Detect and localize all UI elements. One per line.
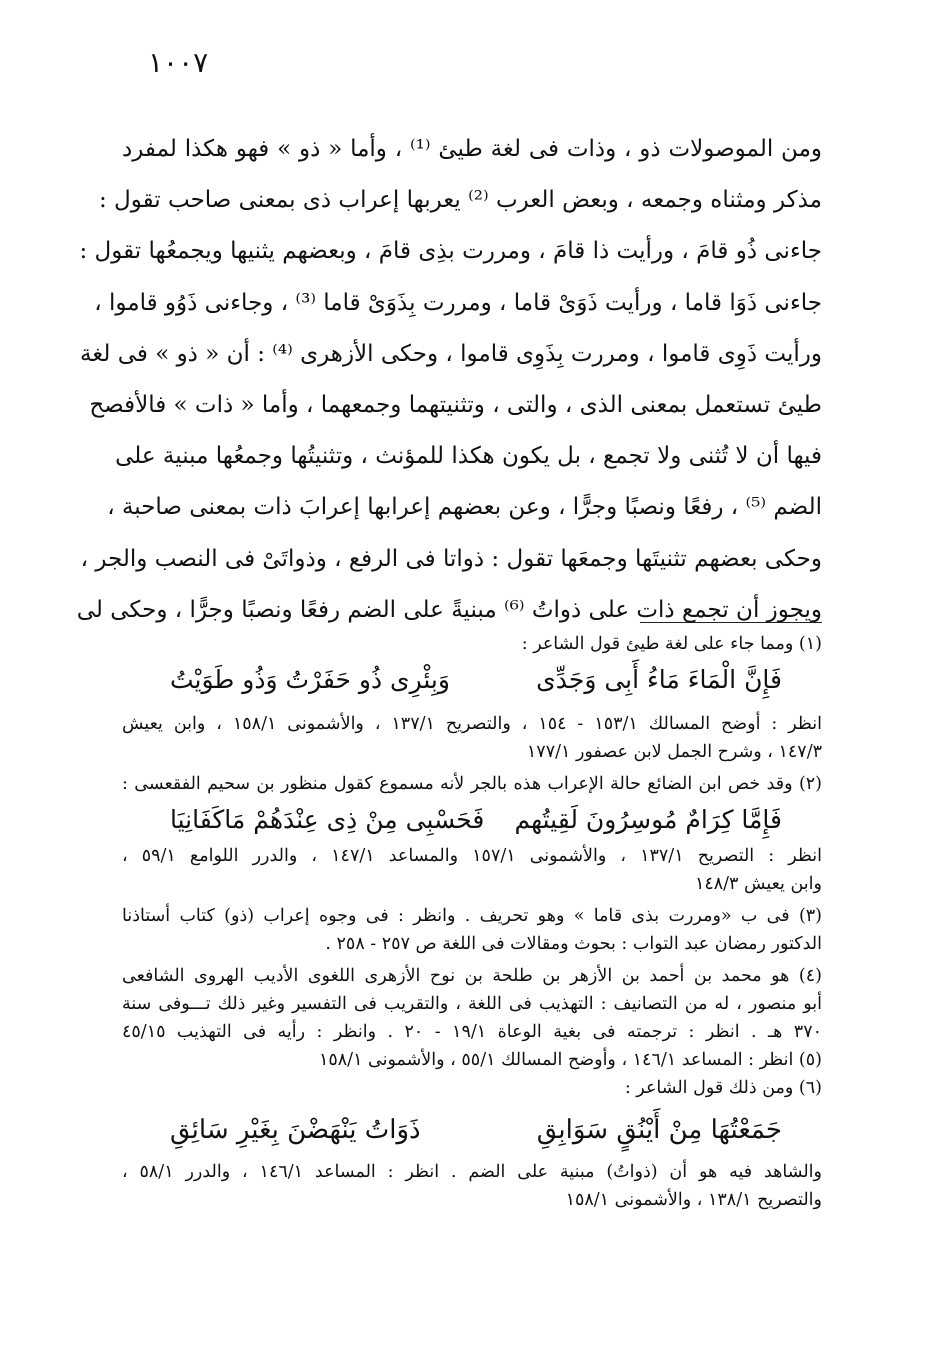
body-line: جاءنى ذُو قامَ ، ورأيت ذا قامَ ، ومررت بذِى قامَ ، وبعضهم يثنيها ويجمعُها تقول : — [79, 238, 822, 265]
footnote-2-reference: انظر : التصريح ١٣٧/١ ، والأشمونى ١٥٧/١ والمساعد ١٤٧/١ ، والدرر اللوامع ٥٩/١ ، — [122, 846, 822, 866]
body-line: ويجوز أن تجمع ذات على ذواتُ ⁽⁶⁾ مبنيةً على الضم رفعًا ونصبًا وجرًّا ، وحكى لى — [76, 596, 822, 623]
footnote-2-intro: (٢) وقد خص ابن الضائع حالة الإعراب هذه بالجر لأنه مسموع كقول منظور بن سحيم الفقعسى : — [122, 774, 822, 794]
verse-second-hemistich: ذَوَاتُ يَنْهَضْنَ بِغَيْرِ سَائِقِ — [170, 1115, 421, 1145]
footnote-2-verse — [122, 798, 822, 842]
body-line: فيها أن لا تُثنى ولا تجمع ، بل يكون هكذا للمؤنث ، وتثنيتُها وجمعُها مبنية على — [115, 443, 822, 470]
footnote-1-intro: (١) ومما جاء على لغة طيئ قول الشاعر : — [521, 634, 822, 654]
footnote-3: الدكتور رمضان عبد التواب : بحوث ومقالات فى اللغة ص ٢٥٧ - ٢٥٨ . — [325, 934, 822, 954]
footnote-6-intro: (٦) ومن ذلك قول الشاعر : — [624, 1078, 822, 1098]
page-number: ١٠٠٧ — [148, 46, 209, 79]
verse-second-hemistich: فَحَسْبِى مِنْ ذِى عِنْدَهُمْ مَاكَفَانِيَا — [170, 805, 485, 834]
footnote-2-reference: وابن يعيش ١٤٨/٣ — [694, 874, 822, 894]
footnote-6-verse — [122, 1102, 822, 1158]
footnote-6-reference: والتصريح ١٣٨/١ ، والأشمونى ١٥٨/١ — [565, 1190, 822, 1210]
verse-first-hemistich: فَإِمَّا كِرَامٌ مُوسِرُونَ لَقِيتُهم — [514, 805, 782, 834]
verse-first-hemistich: جَمَعْتُهَا مِنْ أَيْنُقٍ سَوَابِقِ — [536, 1115, 782, 1145]
footnote-4: ٣٧٠ هـ . انظر : ترجمته فى بغية الوعاة ١٩/١ - ٢٠ . وانظر : رأيه فى التهذيب ٤٥/١٥ — [122, 1022, 822, 1042]
body-line: ورأيت ذَوِى قاموا ، ومررت بِذَوِى قاموا ، وحكى الأزهرى ⁽⁴⁾ : أن « ذو » فى لغة — [79, 340, 822, 367]
body-line: ومن الموصولات ذو ، وذات فى لغة طيئ ⁽¹⁾ ، وأما « ذو » فهو هكذا لمفرد — [122, 136, 822, 162]
footnote-4: أبو منصور ، له من التصانيف : التهذيب فى اللغة ، والتقريب فى التفسير وغير ذلك تـــوفى سنة — [122, 994, 822, 1014]
body-line: وحكى بعضهم تثنيتَها وجمعَها تقول : ذواتا فى الرفع ، وذواتَىْ فى النصب والجر ، — [80, 545, 822, 572]
footnotes — [122, 630, 822, 1214]
main-text — [76, 124, 822, 636]
footnote-6-reference: والشاهد فيه هو أن (ذواتُ) مبنية على الضم . انظر : المساعد ١٤٦/١ ، والدرر ٥٨/١ ، — [122, 1162, 822, 1182]
verse-first-hemistich: فَإِنَّ الْمَاءَ مَاءُ أَبِى وَجَدِّى — [536, 665, 782, 694]
footnote-separator — [640, 622, 822, 623]
footnote-1-reference: انظر : أوضح المسالك ١٥٣/١ - ١٥٤ ، والتصريح ١٣٧/١ ، والأشمونى ١٥٨/١ ، وابن يعيش — [122, 714, 822, 734]
body-line: الضم ⁽⁵⁾ ، رفعًا ونصبًا وجرًّا ، وعن بعضهم إعرابها إعرابَ ذات بمعنى صاحبة ، — [107, 494, 822, 521]
footnote-3: (٣) فى ب «ومررت بذى قاما » وهو تحريف . وانظر : فى وجوه إعراب (ذو) كتاب أستاذنا — [122, 906, 822, 926]
footnote-1-verse — [122, 658, 822, 702]
body-line: مذكر ومثناه وجمعه ، وبعض العرب ⁽²⁾ يعربها إعراب ذى بمعنى صاحب تقول : — [99, 187, 822, 214]
footnote-1-reference: ١٤٧/٣ ، وشرح الجمل لابن عصفور ١٧٧/١ — [526, 742, 822, 762]
verse-second-hemistich: وَبِئْرِى ذُو حَفَرْتُ وَذُو طَوَيْتُ — [170, 665, 450, 694]
footnote-4: (٤) هو محمد بن أحمد بن الأزهر بن طلحة بن نوح الأزهرى اللغوى الأديب الهروى الشافعى — [122, 966, 822, 986]
footnote-5: (٥) انظر : المساعد ١٤٦/١ ، وأوضح المسالك ٥٥/١ ، والأشمونى ١٥٨/١ — [318, 1050, 822, 1070]
body-line: طيئ تستعمل بمعنى الذى ، والتى ، وتثنيتهما وجمعهما ، وأما « ذات » فالأفصح — [89, 391, 822, 418]
body-line: جاءنى ذَوَا قاما ، ورأيت ذَوَىْ قاما ، ومررت بِذَوَىْ قاما ⁽³⁾ ، وجاءنى ذَوُو قاموا ، — [94, 289, 822, 316]
